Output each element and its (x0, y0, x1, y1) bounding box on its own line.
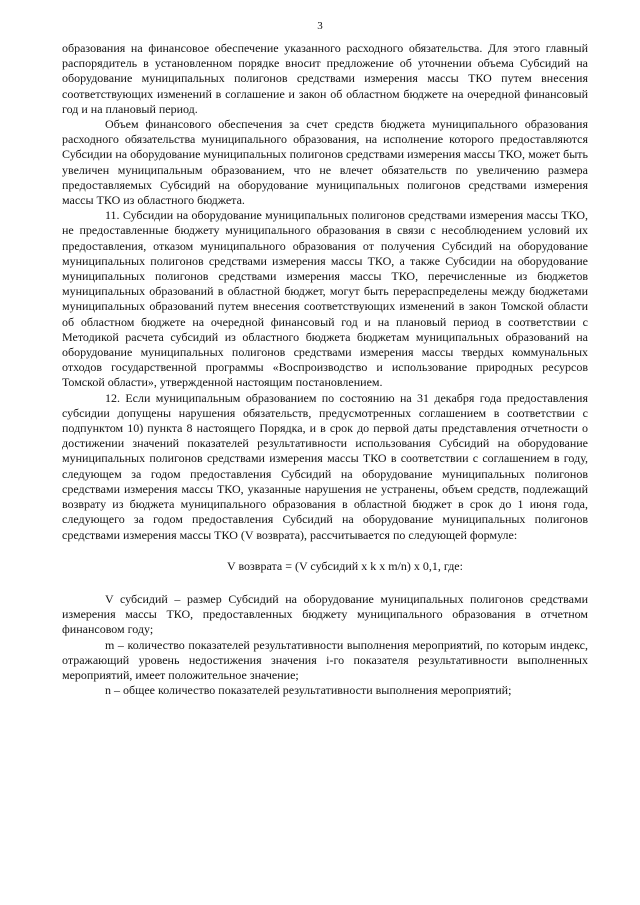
definition-v-subsidies: V субсидий – размер Субсидий на оборудование муниципальных полигонов средствами измерения массы ТКО, предоставленных бюджету муниципального образования в отчетном финансовом году; (62, 591, 588, 637)
paragraph-continuation: образования на финансовое обеспечение указанного расходного обязательства. Для этого главный распорядитель в установленном порядке вносит предложение об уточнении объема Субсидий на оборудование муниципальных полигонов средствами измерения массы ТКО путем внесения соответствующих изменений в соглашение и закон об областном бюджете на очередной финансовый год и на плановый период. (62, 41, 588, 116)
paragraph-item-12: 12. Если муниципальным образованием по состоянию на 31 декабря года предоставления субсидии допущены нарушения обязательств, предусмотренных соглашением в соответствии с подпунктом 10) пункта 8 настоящего Порядка, и в срок до первой даты представления отчетности о достижении значений показателей результативности использования Субсидий на оборудование муниципальных полигонов средствами измерения массы ТКО в соответствии с соглашением в году, следующем за годом предоставления Субсидий на оборудование муниципальных полигонов средствами измерения массы ТКО, указанные нарушения не устранены, объем средств, подлежащий возврату из бюджета муниципального образования в областной бюджет в срок до 1 июня года, следующего за годом предоставления Субсидий на оборудование муниципальных полигонов средствами измерения массы ТКО (V возврата), рассчитывается по следующей формуле: (62, 390, 588, 542)
refund-formula: V возврата = (V субсидий x k x m/n) x 0,1, где: (227, 558, 463, 573)
definition-n: n – общее количество показателей результативности выполнения мероприятий; (105, 683, 512, 698)
paragraph-funding-volume: Объем финансового обеспечения за счет средств бюджета муниципального образования расходного обязательства муниципального образования, на исполнение которого предоставляются Субсидии на оборудование муниципальных полигонов средствами измерения массы ТКО, может быть увеличен муниципальным образованием, что не влечет обязательств по увеличению размера предоставляемых Субсидий на оборудование муниципальных полигонов средствами измерения массы ТКО из областного бюджета. (62, 117, 588, 208)
page-number: 3 (317, 20, 323, 32)
paragraph-item-11: 11. Субсидии на оборудование муниципальных полигонов средствами измерения массы ТКО, не предоставленные бюджету муниципального образования в связи с несоблюдением условий их предоставления, отказом муниципального образования от получения Субсидий на оборудование муниципальных полигонов средствами измерения массы ТКО, а также Субсидии на оборудование муниципальных полигонов средствами измерения массы ТКО, перечисленные из бюджетов муниципальных образований в областной бюджет, могут быть перераспределены между бюджетами муниципальных образований путем внесения соответствующих изменений в закон Томской области об областном бюджете на очередной финансовый год и на плановый период в соответствии с Методикой расчета субсидий из областного бюджета бюджетам муниципальных образований на оборудование муниципальных полигонов средствами измерения массы твердых коммунальных отходов государственной программы «Воспроизводство и использование природных ресурсов Томской области», утвержденной настоящим постановлением. (62, 208, 588, 390)
document-body (62, 41, 588, 698)
definition-m: m – количество показателей результативности выполнения мероприятий, по которым индекс, отражающий уровень недостижения значения i-го показателя результативности выполненных мероприятий, имеет положительное значение; (62, 637, 588, 682)
